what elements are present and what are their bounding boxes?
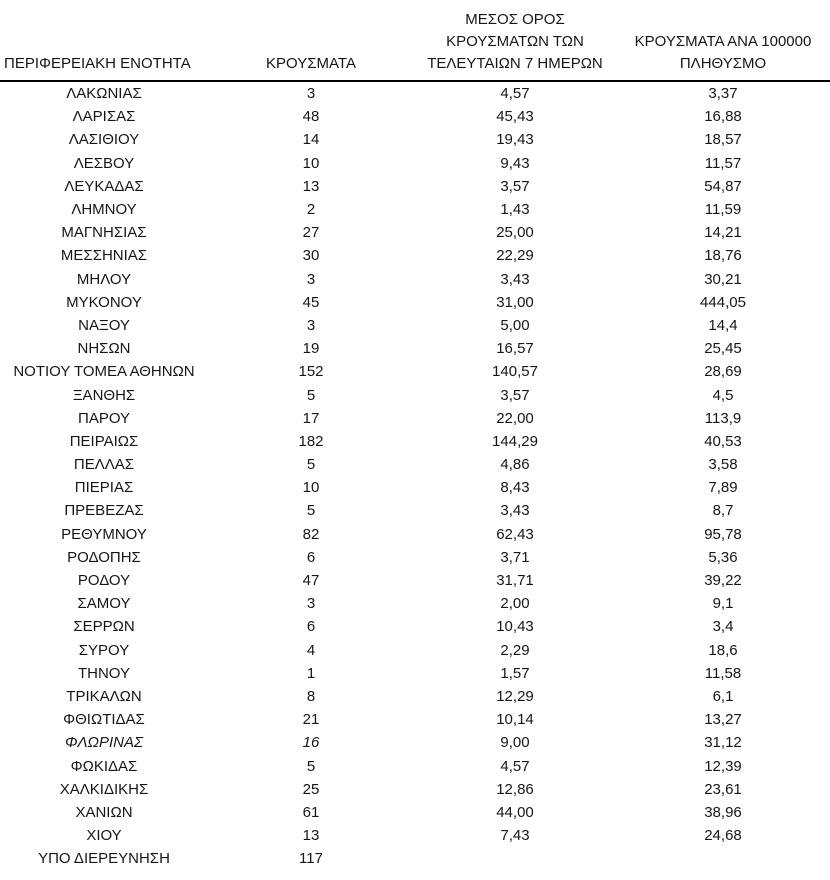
cell-cases: 13 [302, 177, 320, 195]
cell-region: ΛΕΥΚΑΔΑΣ [64, 177, 144, 195]
table-row [0, 847, 830, 870]
cell-region: ΧΑΝΙΩΝ [75, 803, 133, 821]
cell-region: ΧΙΟΥ [86, 827, 122, 845]
cell-avg7: 10,14 [496, 711, 534, 729]
cell-region: ΛΑΚΩΝΙΑΣ [66, 85, 142, 103]
cell-per100k: 30,21 [704, 270, 742, 288]
cell-cases: 182 [298, 432, 324, 450]
cell-avg7: 25,00 [496, 224, 534, 242]
cell-region: ΛΑΣΙΘΙΟΥ [68, 131, 140, 149]
cell-per100k: 13,27 [704, 711, 742, 729]
cell-per100k: 25,45 [704, 340, 742, 358]
cell-per100k: 3,37 [708, 85, 738, 103]
col-header-avg7 [414, 0, 616, 81]
cell-avg7: 7,43 [500, 827, 530, 845]
cell-region: ΡΟΔΟΠΗΣ [67, 548, 141, 566]
table-row [0, 499, 830, 522]
cell-cases: 45 [302, 293, 320, 311]
cell-cases: 3 [306, 270, 316, 288]
cell-region: ΤΡΙΚΑΛΩΝ [66, 687, 142, 705]
cell-per100k: 24,68 [704, 827, 742, 845]
table-row [0, 754, 830, 777]
cell-avg7: 16,57 [496, 340, 534, 358]
table-row [0, 639, 830, 662]
cell-avg7: 9,00 [500, 734, 530, 752]
cell-region: ΠΕΙΡΑΙΩΣ [69, 432, 139, 450]
table-row [0, 592, 830, 615]
cell-cases: 5 [306, 502, 316, 520]
cell-cases: 6 [306, 548, 316, 566]
cell-per100k: 3,58 [708, 456, 738, 474]
cell-region: ΦΩΚΙΔΑΣ [70, 757, 138, 775]
cell-region: ΡΟΔΟΥ [77, 572, 131, 590]
cell-region: ΝΟΤΙΟΥ ΤΟΜΕΑ ΑΘΗΝΩΝ [13, 363, 195, 381]
cell-region: ΜΥΚΟΝΟΥ [66, 293, 142, 311]
cell-avg7: 1,43 [500, 201, 530, 219]
cell-cases: 17 [302, 409, 320, 427]
cell-per100k: 11,59 [704, 201, 742, 219]
cell-region: ΜΕΣΣΗΝΙΑΣ [60, 247, 148, 265]
cell-cases: 21 [302, 711, 320, 729]
cell-per100k: 14,21 [704, 224, 742, 242]
cell-cases: 48 [302, 108, 320, 126]
cell-cases: 19 [302, 340, 320, 358]
cell-per100k: 12,39 [704, 757, 742, 775]
cell-avg7: 1,57 [500, 664, 530, 682]
cell-region: ΤΗΝΟΥ [77, 664, 131, 682]
table-row [0, 731, 830, 754]
cell-avg7: 19,43 [496, 131, 534, 149]
table-row [0, 175, 830, 198]
table-row [0, 615, 830, 638]
table-row [0, 244, 830, 267]
cell-cases: 5 [306, 386, 316, 404]
cell-avg7: 44,00 [496, 803, 534, 821]
cell-cases: 152 [298, 363, 324, 381]
cell-avg7: 144,29 [492, 432, 538, 450]
col-header-avg7-line3: ΤΕΛΕΥΤΑΙΩΝ 7 ΗΜΕΡΩΝ [427, 55, 603, 72]
table-row [0, 337, 830, 360]
cell-region: ΣΑΜΟΥ [77, 595, 131, 613]
col-header-per100k-line1: ΚΡΟΥΣΜΑΤΑ ΑΝΑ 100000 [634, 33, 812, 50]
cell-cases: 27 [302, 224, 320, 242]
table-row [0, 824, 830, 847]
table-row [0, 523, 830, 546]
col-header-per100k [616, 0, 830, 81]
cell-region: ΠΕΛΛΑΣ [73, 456, 135, 474]
cell-avg7: 4,86 [500, 456, 530, 474]
table-row [0, 708, 830, 731]
table-row [0, 291, 830, 314]
cell-cases: 16 [302, 734, 320, 752]
cell-per100k: 16,88 [704, 108, 742, 126]
cell-cases: 61 [302, 803, 320, 821]
cell-cases: 4 [306, 641, 316, 659]
table-row [0, 221, 830, 244]
table-row [0, 128, 830, 151]
cell-avg7: 140,57 [492, 363, 538, 381]
cell-per100k: 18,57 [704, 131, 742, 149]
cell-per100k: 14,4 [708, 316, 738, 334]
col-header-cases [208, 0, 414, 81]
cell-avg7: 3,57 [500, 386, 530, 404]
cell-cases: 10 [302, 479, 320, 497]
cell-avg7: 5,00 [500, 316, 530, 334]
table-row [0, 801, 830, 824]
cell-region: ΝΑΞΟΥ [78, 316, 130, 334]
cell-cases: 47 [302, 572, 320, 590]
col-header-region [0, 0, 208, 81]
cell-avg7: 31,71 [496, 572, 534, 590]
cell-region: ΣΕΡΡΩΝ [73, 618, 135, 636]
cell-per100k: 39,22 [704, 572, 742, 590]
cell-per100k: 9,1 [712, 595, 734, 613]
cell-region: ΣΥΡΟΥ [78, 641, 130, 659]
table-row [0, 778, 830, 801]
cell-avg7: 10,43 [496, 618, 534, 636]
cell-region: ΞΑΝΘΗΣ [72, 386, 136, 404]
table-row [0, 152, 830, 175]
cell-per100k: 38,96 [704, 803, 742, 821]
table-body [0, 81, 830, 870]
cell-avg7: 12,29 [496, 687, 534, 705]
cell-cases: 5 [306, 757, 316, 775]
cell-avg7: 22,00 [496, 409, 534, 427]
cell-avg7: 12,86 [496, 780, 534, 798]
cell-cases: 1 [306, 664, 316, 682]
table-row [0, 476, 830, 499]
cell-cases: 5 [306, 456, 316, 474]
table-row [0, 314, 830, 337]
table-row [0, 662, 830, 685]
cell-cases: 13 [302, 827, 320, 845]
cell-avg7: 2,00 [500, 595, 530, 613]
cell-cases: 82 [302, 525, 320, 543]
table-row [0, 407, 830, 430]
cell-avg7: 22,29 [496, 247, 534, 265]
cell-per100k: 28,69 [704, 363, 742, 381]
header-row [0, 0, 830, 81]
cell-region: ΠΙΕΡΙΑΣ [74, 479, 134, 497]
col-header-avg7-line1: ΜΕΣΟΣ ΟΡΟΣ [465, 11, 565, 28]
cell-avg7: 62,43 [496, 525, 534, 543]
cell-cases: 117 [299, 850, 323, 868]
cell-avg7: 9,43 [500, 154, 530, 172]
cell-per100k [616, 847, 830, 870]
table-row [0, 453, 830, 476]
cell-cases: 2 [306, 201, 316, 219]
cell-cases: 10 [302, 154, 320, 172]
cell-cases: 3 [306, 316, 316, 334]
cell-per100k: 3,4 [712, 618, 734, 636]
cell-per100k: 113,9 [704, 409, 742, 427]
cell-region: ΦΘΙΩΤΙΔΑΣ [63, 711, 145, 729]
cell-region: ΛΕΣΒΟΥ [73, 154, 135, 172]
table-row [0, 268, 830, 291]
cell-cases: 8 [306, 687, 316, 705]
cell-cases: 30 [302, 247, 320, 265]
cell-region: ΥΠΟ ΔΙΕΡΕΥΝΗΣΗ [38, 850, 170, 868]
cell-avg7: 31,00 [496, 293, 534, 311]
col-header-per100k-line2: ΠΛΗΘΥΣΜΟ [679, 55, 767, 72]
table-row [0, 569, 830, 592]
table-row [0, 430, 830, 453]
cell-avg7: 3,57 [500, 177, 530, 195]
cell-per100k: 95,78 [704, 525, 742, 543]
table-row [0, 198, 830, 221]
table-row [0, 685, 830, 708]
cell-avg7: 3,43 [500, 502, 530, 520]
cell-region: ΡΕΘΥΜΝΟΥ [61, 525, 147, 543]
cell-per100k: 7,89 [708, 479, 738, 497]
cell-per100k: 18,76 [704, 247, 742, 265]
cell-per100k: 11,57 [704, 154, 742, 172]
cell-cases: 3 [306, 595, 316, 613]
cell-per100k: 8,7 [712, 502, 734, 520]
cell-avg7 [414, 847, 616, 870]
cell-avg7: 3,71 [500, 548, 530, 566]
cell-per100k: 18,6 [708, 641, 738, 659]
cell-region: ΛΑΡΙΣΑΣ [72, 108, 136, 126]
cell-region: ΛΗΜΝΟΥ [71, 201, 137, 219]
cell-per100k: 11,58 [704, 664, 742, 682]
table-row [0, 105, 830, 128]
cell-per100k: 5,36 [708, 548, 738, 566]
table-header [0, 0, 830, 81]
cell-cases: 25 [302, 780, 320, 798]
cell-per100k: 54,87 [704, 177, 742, 195]
cell-per100k: 31,12 [704, 734, 742, 752]
cell-cases: 3 [306, 85, 316, 103]
cell-region: ΧΑΛΚΙΔΙΚΗΣ [59, 780, 149, 798]
col-header-cases-label: ΚΡΟΥΣΜΑΤΑ [266, 55, 356, 72]
table-row [0, 360, 830, 383]
table-row [0, 81, 830, 105]
cell-avg7: 4,57 [500, 85, 530, 103]
col-header-region-label: ΠΕΡΙΦΕΡΕΙΑΚΗ ΕΝΟΤΗΤΑ [4, 55, 191, 72]
cell-avg7: 8,43 [500, 479, 530, 497]
cell-per100k: 6,1 [712, 687, 734, 705]
cell-region: ΝΗΣΩΝ [77, 340, 131, 358]
cell-cases: 6 [306, 618, 316, 636]
cell-per100k: 23,61 [704, 780, 742, 798]
cell-region: ΦΛΩΡΙΝΑΣ [65, 734, 143, 752]
cell-cases: 14 [302, 131, 320, 149]
cell-per100k: 40,53 [704, 432, 742, 450]
cell-region: ΠΡΕΒΕΖΑΣ [64, 502, 144, 520]
table-row [0, 383, 830, 406]
cell-per100k: 4,5 [712, 386, 734, 404]
table-row [0, 546, 830, 569]
cell-avg7: 4,57 [500, 757, 530, 775]
cell-avg7: 3,43 [500, 270, 530, 288]
cell-region: ΜΑΓΝΗΣΙΑΣ [61, 224, 147, 242]
cell-region: ΠΑΡΟΥ [77, 409, 131, 427]
cell-avg7: 2,29 [500, 641, 530, 659]
cell-avg7: 45,43 [496, 108, 534, 126]
col-header-avg7-line2: ΚΡΟΥΣΜΑΤΩΝ ΤΩΝ [446, 33, 584, 50]
cell-per100k: 444,05 [700, 293, 746, 311]
cell-region: ΜΗΛΟΥ [76, 270, 132, 288]
